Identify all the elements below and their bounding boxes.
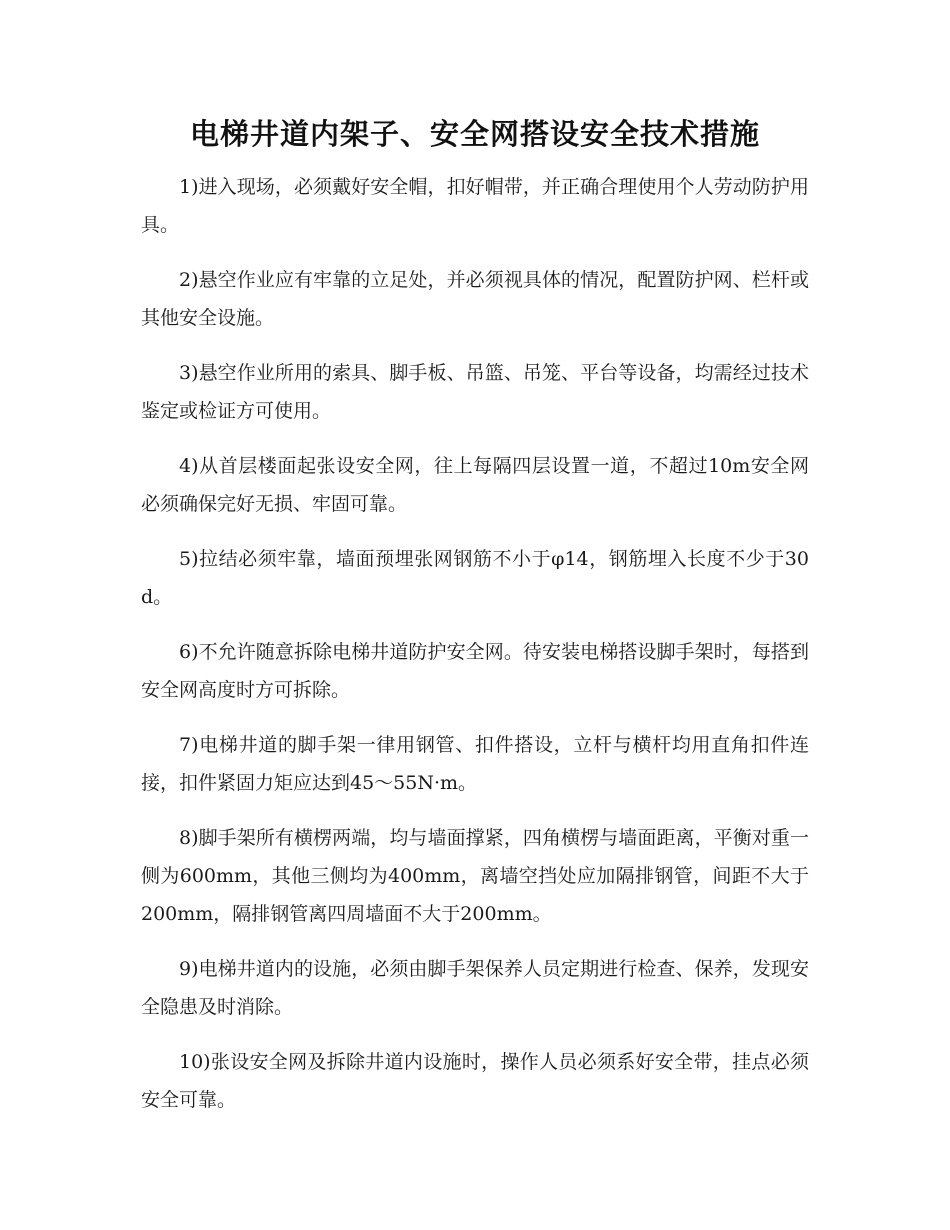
paragraph-4: 4)从首层楼面起张设安全网，往上每隔四层设置一道，不超过10m安全网必须确保完好无损、牢固可靠。 — [141, 455, 809, 515]
paragraph-5: 5)拉结必须牢靠，墙面预埋张网钢筋不小于φ14，钢筋埋入长度不少于30d。 — [141, 548, 809, 608]
paragraph-3: 3)悬空作业所用的索具、脚手板、吊篮、吊笼、平台等设备，均需经过技术鉴定或检证方可使用。 — [141, 362, 809, 422]
paragraph-8: 8)脚手架所有横楞两端，均与墙面撑紧，四角横楞与墙面距离，平衡对重一侧为600mm，其他三侧均为400mm，离墙空挡处应加隔排钢管，间距不大于200mm，隔排钢管离四周墙面不大于200mm。 — [141, 827, 809, 925]
document-body — [141, 168, 809, 1136]
paragraph-2: 2)悬空作业应有牢靠的立足处，并必须视具体的情况，配置防护网、栏杆或其他安全设施。 — [141, 269, 809, 329]
paragraph-7: 7)电梯井道的脚手架一律用钢管、扣件搭设，立杆与横杆均用直角扣件连接，扣件紧固力矩应达到45～55N·m。 — [141, 734, 809, 794]
paragraph-1: 1)进入现场，必须戴好安全帽，扣好帽带，并正确合理使用个人劳动防护用具。 — [141, 176, 809, 236]
paragraph-6: 6)不允许随意拆除电梯井道防护安全网。待安装电梯搭设脚手架时，每搭到安全网高度时方可拆除。 — [141, 641, 809, 701]
paragraph-10: 10)张设安全网及拆除井道内设施时，操作人员必须系好安全带，挂点必须安全可靠。 — [141, 1051, 809, 1111]
paragraph-9: 9)电梯井道内的设施，必须由脚手架保养人员定期进行检查、保养，发现安全隐患及时消除。 — [141, 958, 809, 1018]
page-title: 电梯井道内架子、安全网搭设安全技术措施 — [189, 117, 760, 151]
